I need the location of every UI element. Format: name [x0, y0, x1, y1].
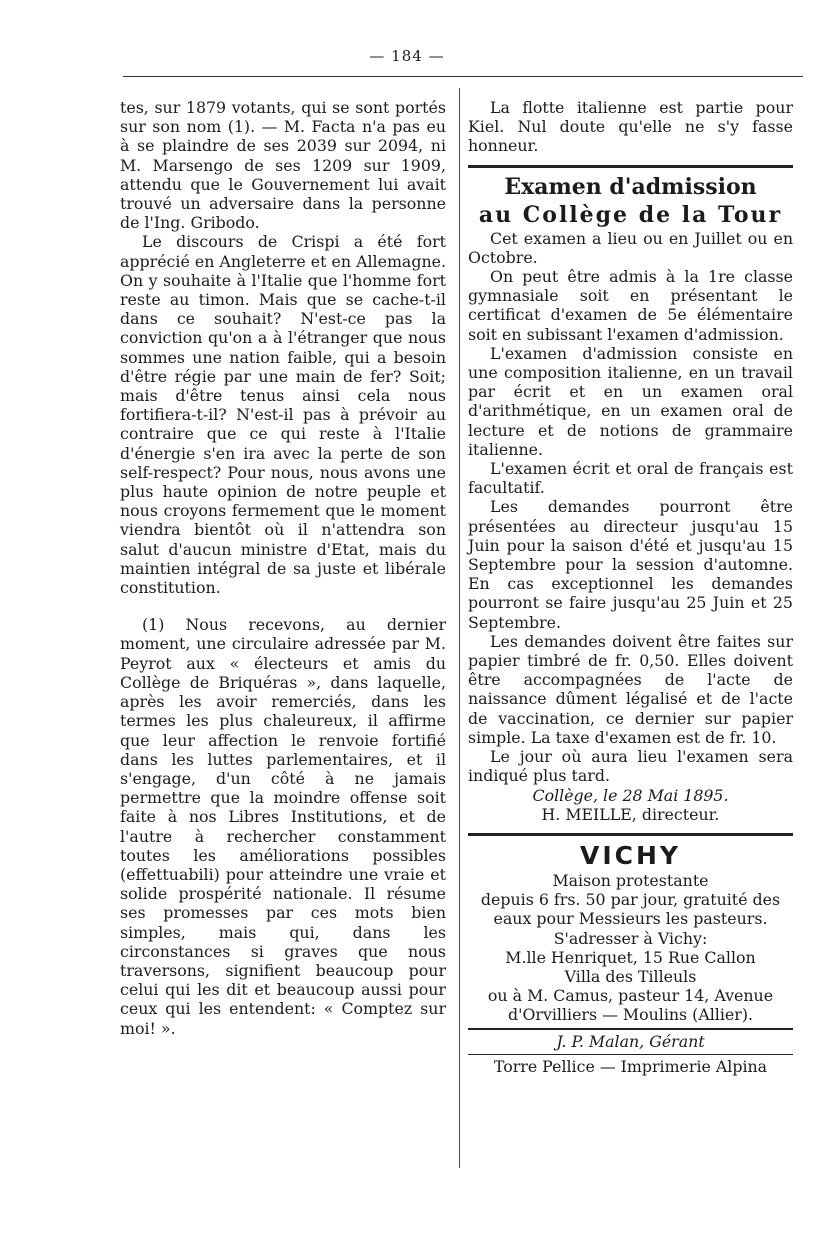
exam-paragraph-7: Le jour où aura lieu l'examen sera indiqué plus tard.	[468, 747, 793, 786]
exam-title-line2: au Collège de la Tour	[478, 201, 783, 228]
column-divider	[459, 88, 460, 1168]
exam-dateline: Collège, le 28 Mai 1895.	[532, 785, 729, 805]
left-column	[120, 98, 446, 1038]
vichy-ad-line-3: S'adresser à Vichy:	[553, 928, 708, 948]
imprimerie: Torre Pellice — Imprimerie Alpina	[493, 1056, 768, 1076]
page-number: — 184 —	[369, 47, 445, 65]
gerant-rule	[468, 1028, 793, 1030]
vichy-ad-line-2: depuis 6 frs. 50 par jour, gratuité des eaux pour Messieurs les pasteurs.	[480, 890, 781, 929]
vichy-ad-line-4: M.lle Henriquet, 15 Rue Callon	[505, 947, 756, 967]
exam-paragraph-3: L'examen d'admission consiste en une composition italienne, en un travail par écrit et en un examen oral d'arithmétique, en un examen oral de lecture et de notions de grammaire italienne.	[468, 343, 793, 459]
gerant: J. P. Malan, Gérant	[556, 1031, 705, 1051]
vichy-ad-line-5: Villa des Tilleuls	[564, 966, 697, 986]
exam-paragraph-4: L'examen écrit et oral de français est facultatif.	[468, 459, 793, 498]
exam-paragraph-5: Les demandes pourront être présentées au directeur jusqu'au 15 Juin pour la saison d'été et jusqu'au 15 Septembre pour la session d'automne. En cas exceptionnel les demandes pourront se faire jusqu'au 25 Juin et 25 Septembre.	[468, 497, 793, 632]
section-rule	[468, 833, 793, 836]
exam-paragraph-6: Les demandes doivent être faites sur papier timbré de fr. 0,50. Elles doivent être accompagnées de l'acte de naissance dûment légalisé et de l'acte de vaccination, ce dernier sur papier simple. La taxe d'examen est de fr. 10.	[468, 631, 793, 747]
footnote: (1) Nous recevons, au dernier moment, une circulaire adressée par M. Peyrot aux « électeurs et amis du Collège de Briquéras », dans laquelle, après les avoir remerciés, dans les termes les plus chaleureux, il affirme que leur affection le renvoie fortifié dans les luttes parlementaires, et il s'engage, d'un côté à ne jamais permettre que la moindre offense soit faite à nos Libres Institutions, et de l'autre à rechercher constamment toutes les améliorations possibles (effettuabili) pour atteindre une vraie et solide prospérité nationale. Il résume ses promesses par ces mots bien simples, mais qui, dans les circonstances si graves que nous traversons, signifient beaucoup pour celui qui les dit et beaucoup aussi pour ceux qui les entendent: « Comptez sur moi! ».	[120, 615, 446, 1038]
imprimerie-rule	[468, 1054, 793, 1055]
exam-paragraph-1: Cet examen a lieu ou en Juillet ou en Octobre.	[468, 228, 793, 267]
exam-title-line1: Examen d'admission	[504, 173, 757, 200]
fleet-news: La flotte italienne est partie pour Kiel. Nul doute qu'elle ne s'y fasse honneur.	[468, 98, 793, 156]
exam-paragraph-2: On peut être admis à la 1re classe gymnasiale soit en présentant le certificat d'examen de 5e élémentaire soit en subissant l'examen d'admission.	[468, 267, 793, 344]
left-paragraph-1: tes, sur 1879 votants, qui se sont portés sur son nom (1). — M. Facta n'a pas eu à se plaindre de ses 2039 sur 2094, ni M. Marsengo de ses 1209 sur 1909, attendu que le Gouvernement lui avait trouvé un adversaire dans la personne de l'Ing. Gribodo.	[120, 98, 446, 233]
section-rule	[468, 165, 793, 168]
right-column	[468, 98, 793, 1076]
vichy-ad-line-1: Maison protestante	[552, 870, 709, 890]
vichy-ad-line-6: ou à M. Camus, pasteur 14, Avenue d'Orvilliers — Moulins (Allier).	[487, 986, 774, 1025]
header-rule	[123, 76, 803, 77]
vichy-ad-title: VICHY	[579, 840, 682, 870]
exam-signature: H. MEILLE, directeur.	[541, 804, 720, 824]
left-paragraph-2: Le discours de Crispi a été fort apprécié en Angleterre et en Allemagne. On y souhaite à l'Italie que l'homme fort reste au timon. Mais que se cache-t-il dans ce souhait? N'est-ce pas la conviction qu'on a à l'étranger que nous sommes une nation faible, qui a besoin d'être régie par une main de fer? Soit; mais d'être tenus ainsi cela nous fortifiera-t-il? N'est-il pas à prévoir au contraire que ce qui reste à l'Italie d'énergie s'en ira avec la perte de son self-respect? Pour nous, nous avons une plus haute opinion de notre peuple et nous croyons fermement que le moment viendra bientôt où il n'attendra son salut d'aucun ministre d'Etat, mais du maintien intégral de sa juste et libérale constitution.	[120, 232, 446, 598]
